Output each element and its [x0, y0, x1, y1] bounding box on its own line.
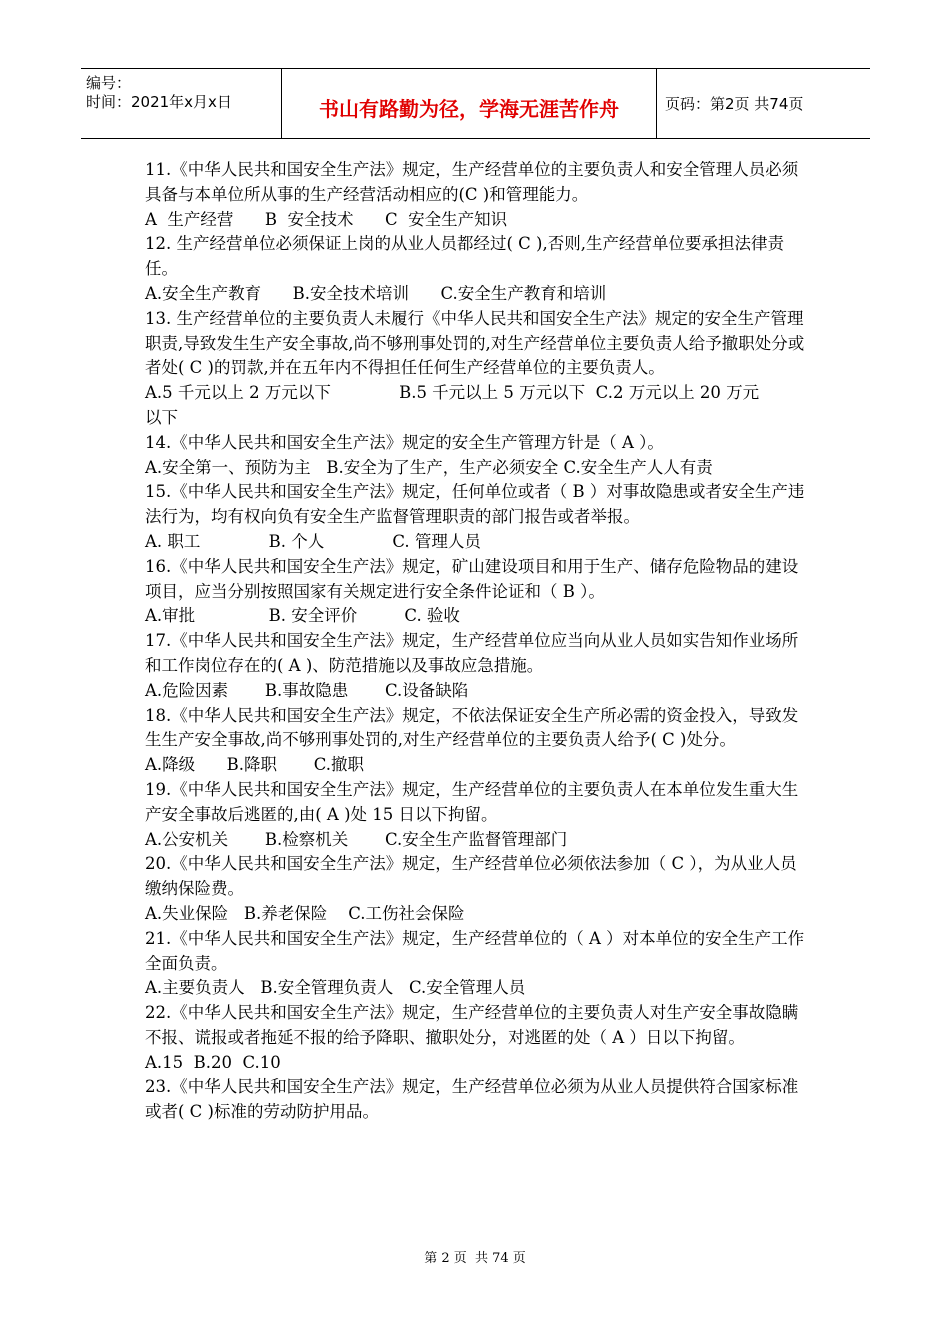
page-footer: 第 2 页 共 74 页: [424, 1251, 526, 1266]
question-options: A.危险因素 B.事故隐患 C.设备缺陷: [145, 680, 469, 700]
question-text: 14.《中华人民共和国安全生产法》规定的安全生产管理方针是（ A ）。: [145, 432, 664, 452]
question-text: 12. 生产经营单位必须保证上岗的从业人员都经过( C ),否则,生产经营单位要承担法律责任。: [145, 234, 784, 279]
question-list: [145, 158, 810, 1125]
question-text: 22.《中华人民共和国安全生产法》规定，生产经营单位的主要负责人对生产安全事故隐瞒不报、谎报或者拖延不报的给予降职、撤职处分，对逃匿的处（ A ）日以下拘留。: [145, 1003, 799, 1047]
question-text: 17.《中华人民共和国安全生产法》规定，生产经营单位应当向从业人员如实告知作业场所和工作岗位存在的( A )、防范措施以及事故应急措施。: [145, 631, 799, 675]
question-text: 16.《中华人民共和国安全生产法》规定，矿山建设项目和用于生产、储存危险物品的建设项目，应当分别按照国家有关规定进行安全条件论证和（ B ）。: [145, 556, 799, 601]
date-label: 时间：2021年x月x日: [86, 93, 232, 111]
question-options: A.主要负责人 B.安全管理负责人 C.安全管理人员: [145, 978, 526, 998]
header-table: [81, 68, 870, 139]
question-13: [145, 307, 810, 431]
question-20: [145, 852, 810, 926]
question-12: [145, 232, 810, 306]
question-15: [145, 480, 810, 554]
question-19: [145, 778, 810, 852]
question-16: [145, 555, 810, 629]
question-options: A.审批 B. 安全评价 C. 验收: [145, 606, 460, 626]
page-code: 页码：第2页 共74页: [665, 95, 804, 113]
question-18: [145, 704, 810, 778]
question-options: A.公安机关 B.检察机关 C.安全生产监督管理部门: [145, 829, 568, 849]
header-page-cell: [657, 69, 870, 138]
question-text: 19.《中华人民共和国安全生产法》规定，生产经营单位的主要负责人在本单位发生重大生产安全事故后逃匿的,由( A )处 15 日以下拘留。: [145, 779, 799, 824]
question-17: [145, 629, 810, 703]
number-label: 编号：: [86, 74, 132, 92]
question-options: A.安全生产教育 B.安全技术培训 C.安全生产教育和培训: [145, 283, 607, 303]
question-text: 13. 生产经营单位的主要负责人未履行《中华人民共和国安全生产法》规定的安全生产管理职责,导致发生生产安全事故,尚不够刑事处罚的,对生产经营单位主要负责人给予撤职处分或者处( C )的罚款,并在五年内不得担任任何生产经营单位的主要负责人。: [145, 308, 805, 378]
question-options: A.安全第一、预防为主 B.安全为了生产，生产必须安全 C.安全生产人人有责: [145, 457, 713, 477]
question-23: [145, 1075, 810, 1125]
question-options: A. 职工 B. 个人 C. 管理人员: [145, 531, 481, 551]
question-options: A.降级 B.降职 C.撤职: [145, 755, 364, 775]
question-text: 21.《中华人民共和国安全生产法》规定，生产经营单位的（ A ）对本单位的安全生产工作全面负责。: [145, 928, 805, 973]
question-text: 11.《中华人民共和国安全生产法》规定，生产经营单位的主要负责人和安全管理人员必须具备与本单位所从事的生产经营活动相应的(C )和管理能力。: [145, 160, 799, 204]
header-motto-cell: [282, 69, 657, 138]
question-21: [145, 927, 810, 1001]
question-text: 20.《中华人民共和国安全生产法》规定，生产经营单位必须依法参加（ C ），为从业人员缴纳保险费。: [145, 854, 797, 899]
question-text: 15.《中华人民共和国安全生产法》规定，任何单位或者（ B ）对事故隐患或者安全生产违法行为，均有权向负有安全生产监督管理职责的部门报告或者举报。: [145, 482, 805, 527]
header-info-cell: [81, 69, 282, 138]
question-options: A.失业保险 B.养老保险 C.工伤社会保险: [145, 903, 465, 923]
question-options: A.5 千元以上 2 万元以下 B.5 千元以上 5 万元以下 C.2 万元以上 20 万元 以下: [145, 383, 760, 427]
question-text: 23.《中华人民共和国安全生产法》规定，生产经营单位必须为从业人员提供符合国家标准或者( C )标准的劳动防护用品。: [145, 1077, 799, 1122]
question-22: [145, 1001, 810, 1075]
question-14: [145, 431, 810, 481]
question-11: [145, 158, 810, 232]
motto-text: 书山有路勤为径，学海无涯苦作舟: [319, 97, 619, 121]
question-text: 18.《中华人民共和国安全生产法》规定，不依法保证安全生产所必需的资金投入，导致发生生产安全事故,尚不够刑事处罚的,对生产经营单位的主要负责人给予( C )处分。: [145, 705, 799, 750]
question-options: A.15 B.20 C.10: [145, 1052, 281, 1072]
question-options: A 生产经营 B 安全技术 C 安全生产知识: [145, 209, 508, 229]
